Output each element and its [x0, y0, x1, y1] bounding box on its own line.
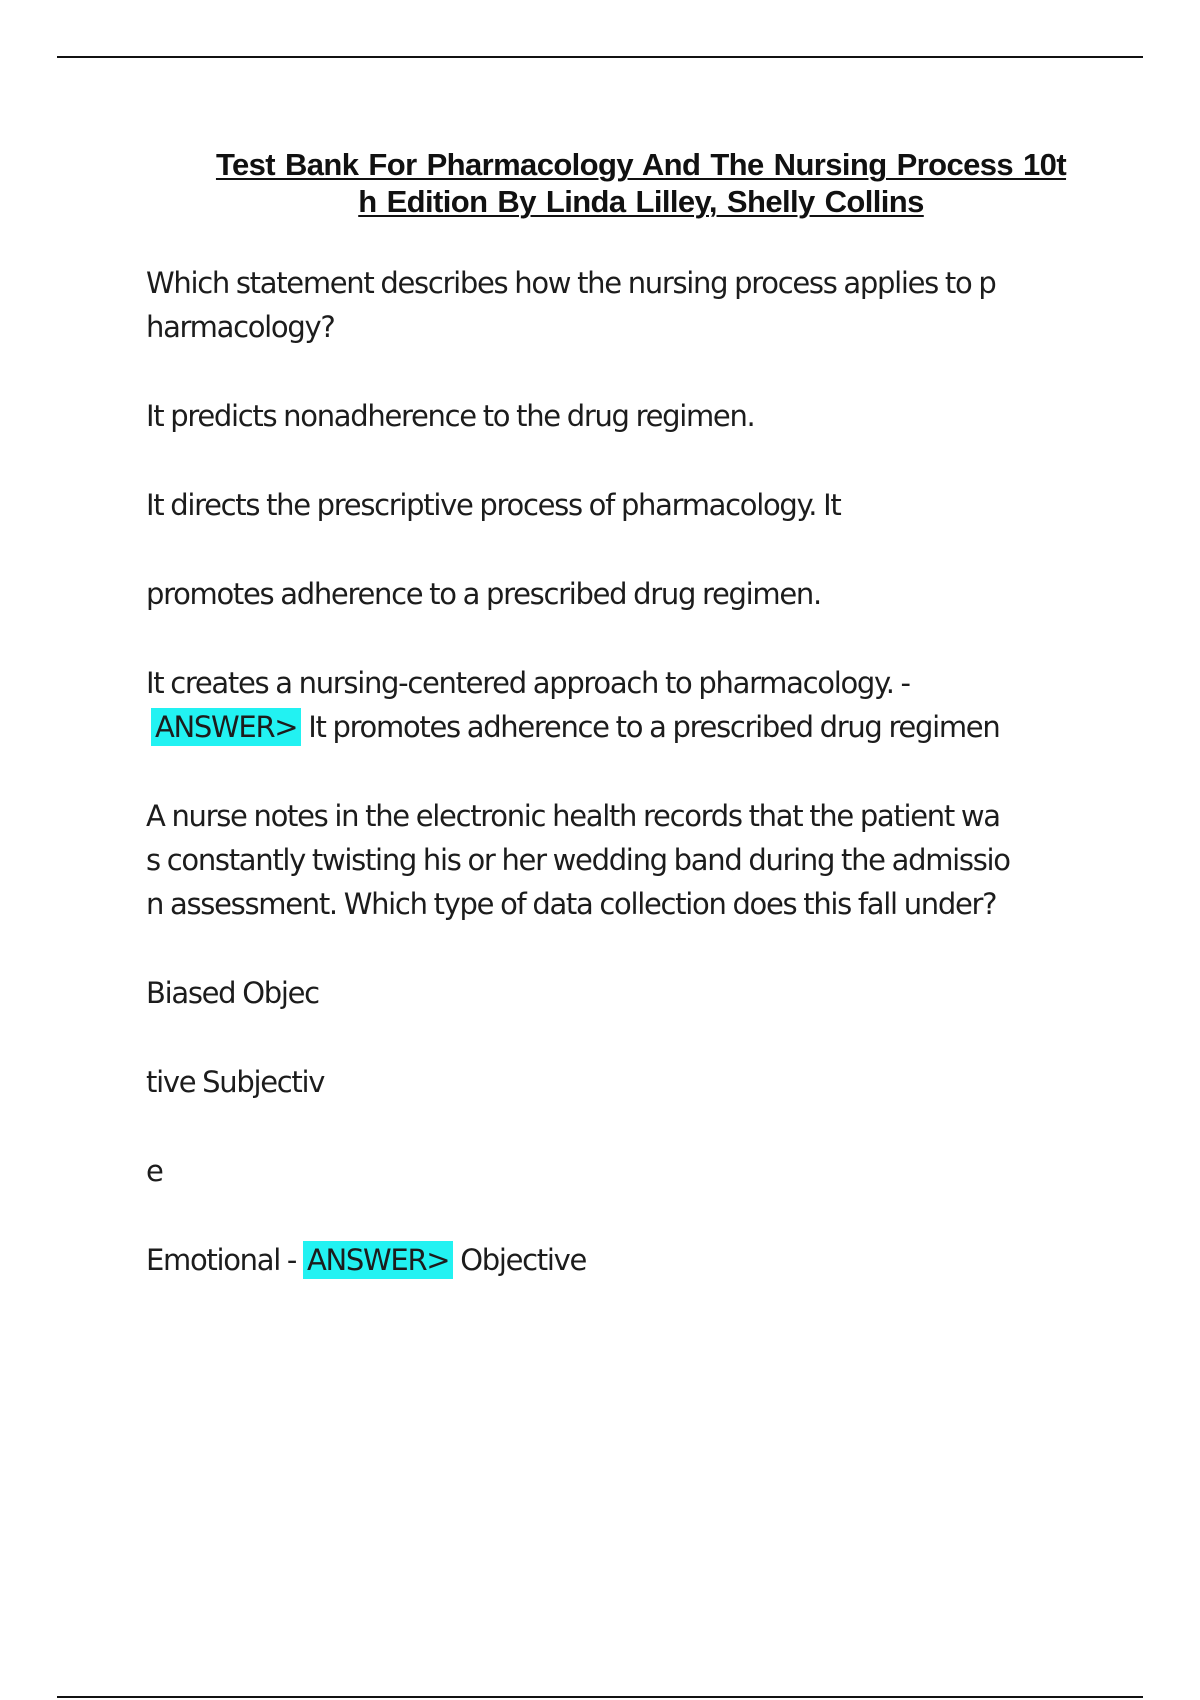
- answer-marker-highlight: ANSWER>: [303, 1241, 453, 1279]
- document-title: [186, 146, 1096, 220]
- q2-answer-line: [146, 1243, 586, 1277]
- title-line-2: h Edition By Linda Lilley, Shelly Collins: [358, 184, 924, 219]
- q1-answer-text: It promotes adherence to a prescribed drug regimen: [301, 710, 1000, 744]
- q1-option: promotes adherence to a prescribed drug regimen.: [146, 577, 821, 611]
- q1-question-line: Which statement describes how the nursing process applies to p: [146, 266, 996, 300]
- q2-question-line: A nurse notes in the electronic health records that the patient wa: [146, 799, 1000, 833]
- q1-option: It directs the prescriptive process of pharmacology. It: [146, 488, 841, 522]
- title-line-1: Test Bank For Pharmacology And The Nursing Process 10t: [215, 147, 1067, 182]
- q1-answer-line: [151, 710, 999, 744]
- bottom-rule: [57, 1696, 1143, 1698]
- answer-marker-highlight: ANSWER>: [151, 708, 301, 746]
- q2-last-option: Emotional -: [146, 1243, 303, 1277]
- q2-question-line: s constantly twisting his or her wedding band during the admissio: [146, 843, 1010, 877]
- q2-question-line: n assessment. Which type of data collection does this fall under?: [146, 887, 997, 921]
- q2-option: Biased Objec: [146, 976, 319, 1010]
- q1-question-line: harmacology?: [146, 310, 335, 344]
- q2-option: e: [146, 1154, 163, 1188]
- q1-option: It predicts nonadherence to the drug regimen.: [146, 399, 755, 433]
- q2-answer-text: Objective: [453, 1243, 587, 1277]
- q2-option: tive Subjectiv: [146, 1065, 325, 1099]
- top-rule: [57, 56, 1143, 58]
- q1-option: It creates a nursing-centered approach to pharmacology. -: [146, 666, 910, 700]
